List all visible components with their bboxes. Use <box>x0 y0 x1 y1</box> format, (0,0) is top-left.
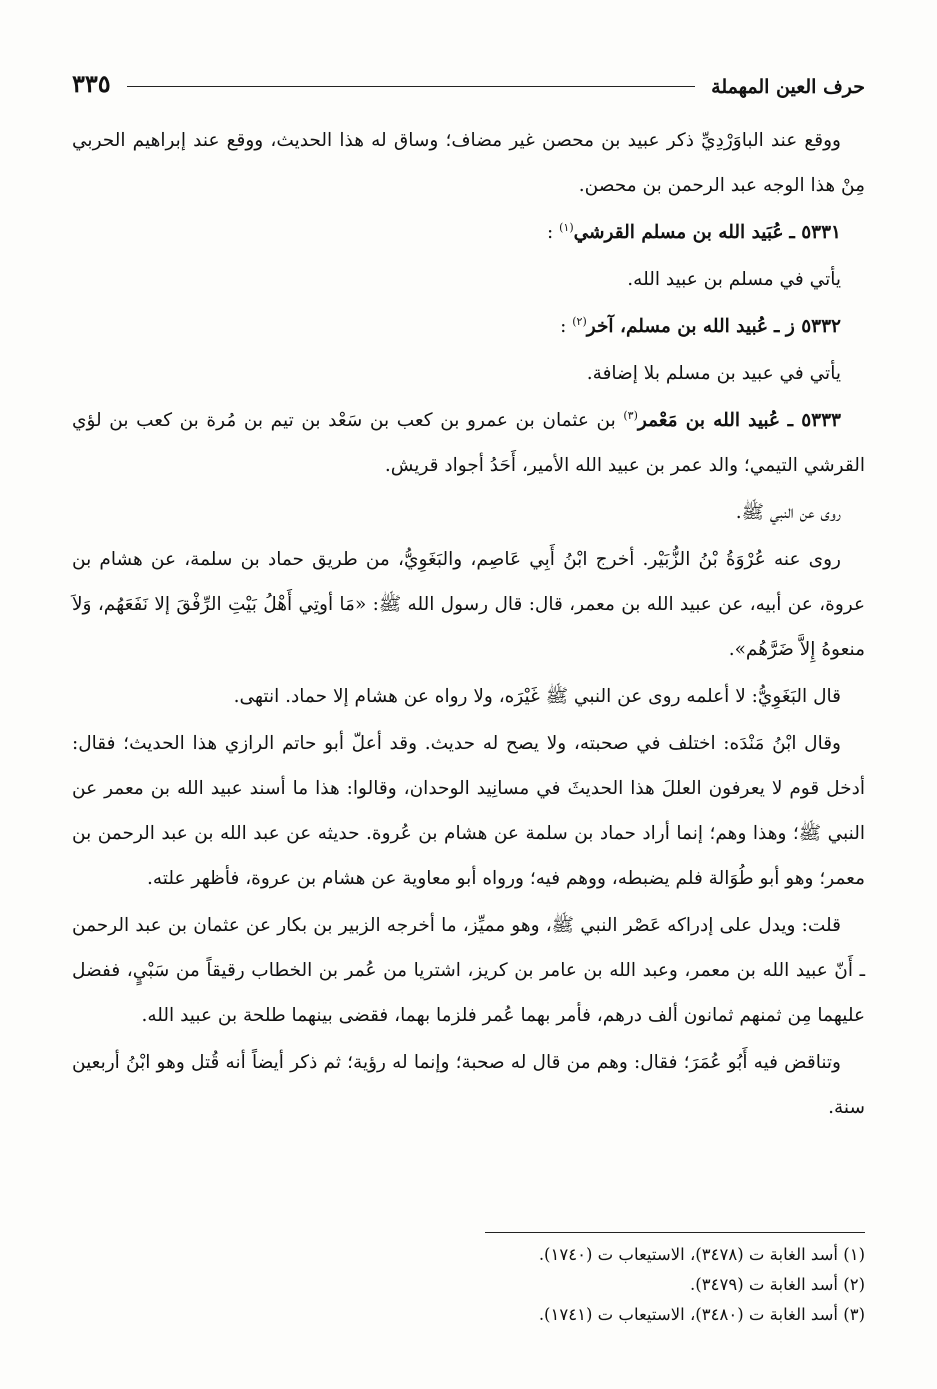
footnote-separator <box>485 1232 865 1233</box>
footnote: (٢) أسد الغابة ت (٣٤٧٩). <box>690 1275 865 1294</box>
footnote-ref: (٢) <box>572 314 587 328</box>
biography-entry-heading <box>72 304 865 349</box>
biography-entry-heading <box>72 398 865 488</box>
footnote: (٣) أسد الغابة ت (٣٤٨٠)، الاستيعاب ت (١٧٤١). <box>538 1305 865 1324</box>
paragraph: روى عنه عُرْوَةُ بْنُ الزُّبَيْر. أخرج ابْنُ أَبِي عَاصِم، والبَغَوِيُّ، من طريق حماد بن سلمة، عن هشام بن عروة، عن أبيه، عن عبيد الله بن معمر، قال: قال رسول الله ﷺ: «مَا أوتِي أَهْلُ بَيْتِ الرِّفْقَ إلا نَفَعَهُم، وَلاَ منعوهُ إِلاَّ ضَرَّهُم». <box>72 549 865 660</box>
paragraph: روى عن النبي ﷺ. <box>735 502 841 523</box>
entry-rest: بن عثمان بن عمرو بن كعب بن سَعْد بن تيم بن مُرة بن كعب بن لؤي القرشي التيمي؛ والد عمر بن عبيد الله الأمير، أَحَدُ أجواد قريش. <box>72 410 865 476</box>
page-number: ٣٣٥ <box>72 69 111 98</box>
entry-number: ٥٣٣٣ ـ <box>787 410 841 431</box>
entry-number: ٥٣٣٢ ز ـ <box>774 316 841 337</box>
paragraph: قلت: ويدل على إدراكه عَصْر النبي ﷺ، وهو مميِّز، ما أخرجه الزبير بن بكار عن عثمان بن عبد الرحمن ـ أَنّ عبيد الله بن معمر، وعبد الله بن عامر بن كريز، اشتريا من عُمر بن الخطاب رقيقاً من سَبْيٍ، ففضل عليهما مِن ثمنهم ثمانون ألف درهم، فأمر بهما عُمر فلزما بهما، فقضى بينهما طلحة بن عبيد الله. <box>72 915 865 1026</box>
running-title: حرف العين المهملة <box>711 76 865 98</box>
paragraph: ووقع عند الباوَرْدِيِّ ذكر عبيد بن محصن غير مضاف؛ وساق له هذا الحديث، ووقع عند إبراهيم الحربي مِنْ هذا الوجه عبد الرحمن بن محصن. <box>72 130 865 196</box>
paragraph: يأتي في مسلم بن عبيد الله. <box>627 269 841 290</box>
entry-name: عُبَيد الله بن مسلم القرشي <box>573 222 784 243</box>
main-text <box>72 118 865 1132</box>
entry-name: عُبيد الله بن مسلم، آخر <box>586 316 769 337</box>
footnote: (١) أسد الغابة ت (٣٤٧٨)، الاستيعاب ت (١٧٤٠). <box>538 1245 865 1264</box>
header-rule <box>127 86 695 87</box>
entry-number: ٥٣٣١ ـ <box>789 222 841 243</box>
paragraph: وتناقض فيه أَبُو عُمَرَ؛ فقال: وهم من قال له صحبة؛ وإنما له رؤية؛ ثم ذكر أيضاً أنه قُتل وهو ابْنُ أربعين سنة. <box>72 1052 865 1118</box>
page-header <box>72 58 865 98</box>
paragraph: قال البَغَوِيُّ: لا أعلمه روى عن النبي ﷺ غَيْرَه، ولا رواه عن هشام إلا حماد. انتهى. <box>233 686 841 707</box>
paragraph: وقال ابْنُ مَنْدَه: اختلف في صحبته، ولا يصح له حديث. وقد أعلّ أبو حاتم الرازي هذا الحديث؛ فقال: أدخل قوم لا يعرفون العللَ هذا الحديثَ في مسانِيد الوحدان، وقالوا: هذا ما أسند عبيد الله بن معمر عن النبي ﷺ؛ وهذا وهم؛ إنما أراد حماد بن سلمة عن هشام بن عُروة. حديثه عن عبد الله بن عبد الرحمن بن معمر؛ وهو أبو طُوَالة فلم يضبطه، ووهم فيه؛ ورواه أبو معاوية عن هشام بن عروة، فأظهر علته. <box>72 733 865 889</box>
footnotes <box>72 1240 865 1330</box>
entry-rest: : <box>560 316 567 337</box>
footnote-ref: (١) <box>559 220 574 234</box>
entry-rest: : <box>547 222 554 243</box>
biography-entry-heading <box>72 210 865 255</box>
footnote-ref: (٣) <box>623 408 638 422</box>
entry-name: عُبيد الله بن مَعْمر <box>637 410 781 431</box>
paragraph: يأتي في عبيد بن مسلم بلا إضافة. <box>586 363 841 384</box>
